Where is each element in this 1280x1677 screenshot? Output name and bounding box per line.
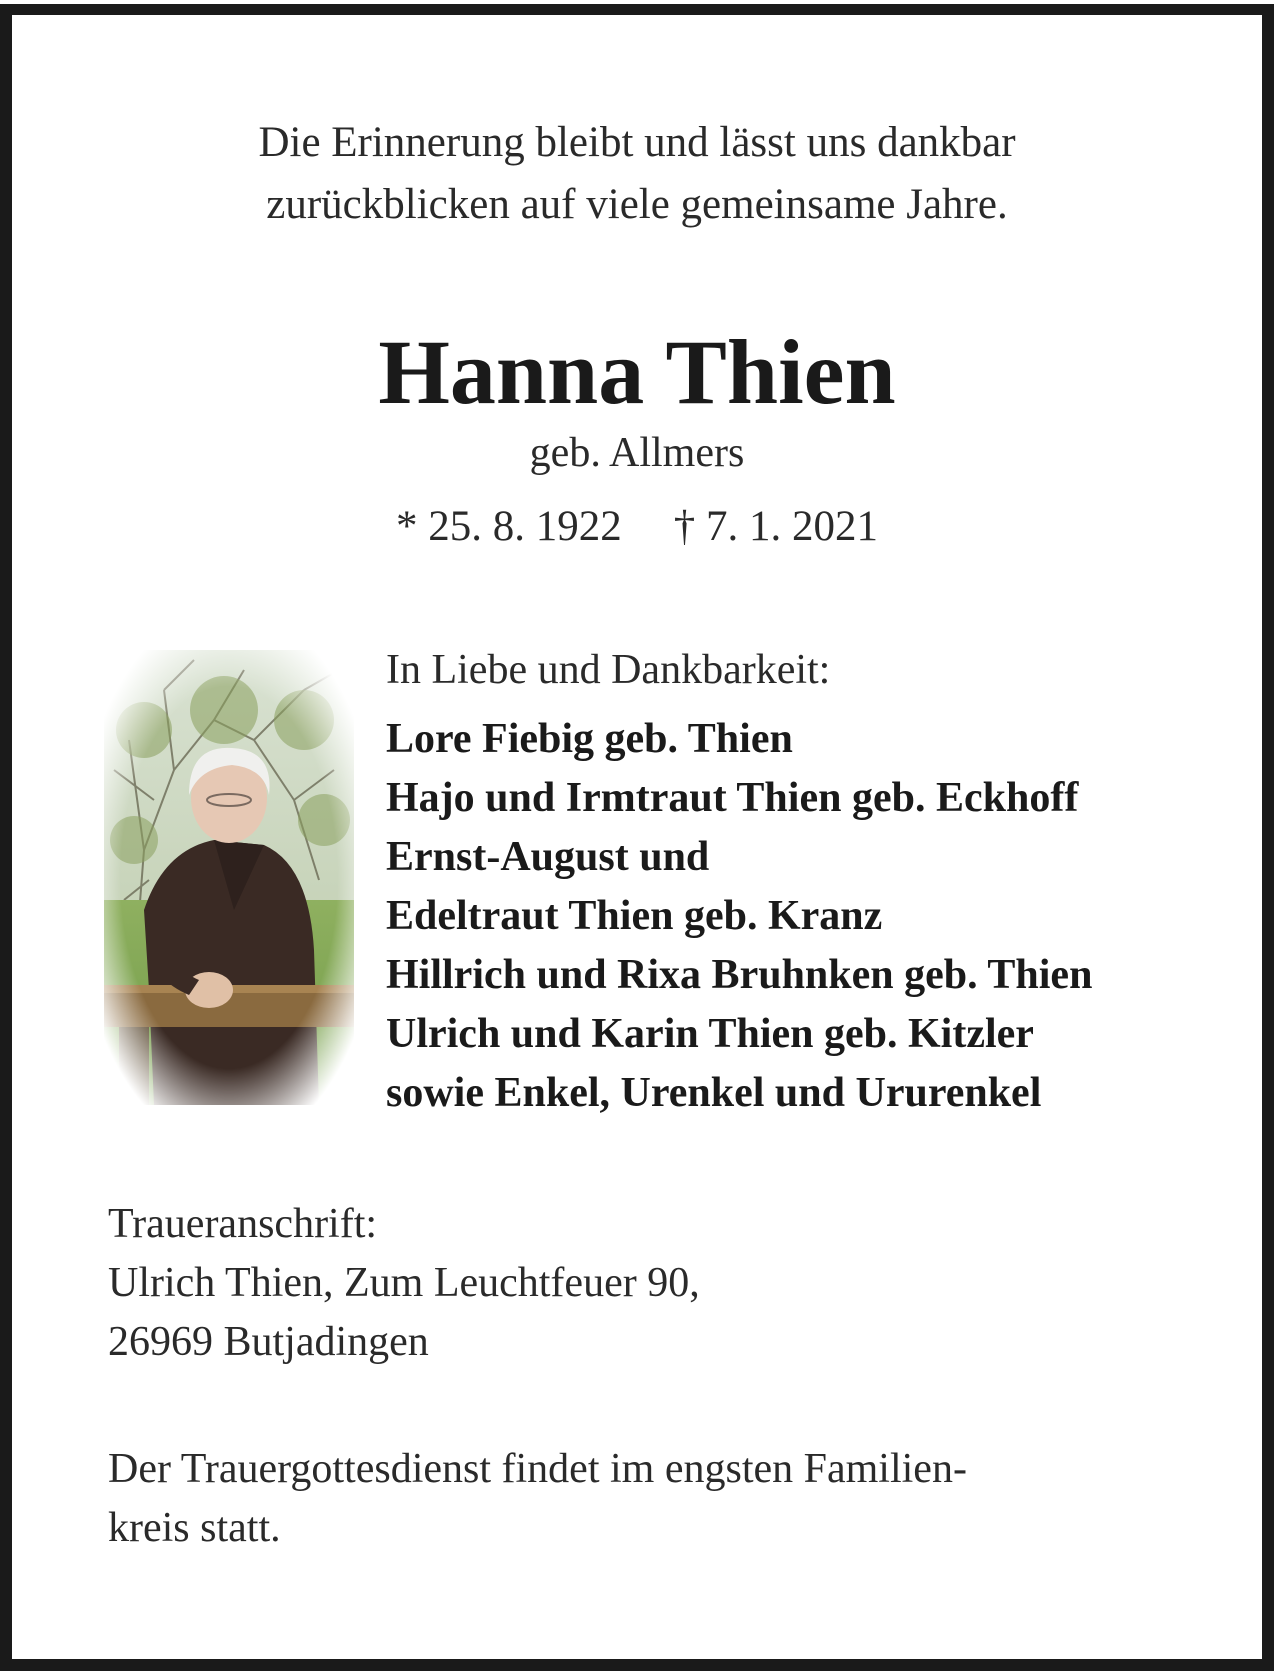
- service-note: [108, 1440, 967, 1558]
- motto-line: Die Erinnerung bleibt und lässt uns dankbar: [258, 119, 1016, 166]
- motto-line: zurückblicken auf viele gemeinsame Jahre.: [266, 181, 1008, 228]
- family-member: Ulrich und Karin Thien geb. Kitzler: [386, 1011, 1034, 1057]
- motto: [0, 112, 1274, 236]
- family-member: Hajo und Irmtraut Thien geb. Eckhoff: [386, 775, 1079, 821]
- deceased-name: Hanna Thien: [378, 321, 896, 423]
- service-line: kreis statt.: [108, 1505, 281, 1551]
- family-member: Edeltraut Thien geb. Kranz: [386, 893, 883, 939]
- death-date: † 7. 1. 2021: [673, 503, 878, 550]
- family-intro: In Liebe und Dankbarkeit:: [386, 647, 831, 693]
- address-line: Ulrich Thien, Zum Leuchtfeuer 90,: [108, 1260, 700, 1306]
- life-dates: [0, 500, 1274, 554]
- family-member: Ernst-August und: [386, 834, 710, 880]
- birth-name: geb. Allmers: [529, 430, 745, 476]
- family-member: Hillrich und Rixa Bruhnken geb. Thien: [386, 952, 1093, 998]
- mourning-address: [108, 1195, 700, 1372]
- service-line: Der Trauergottesdienst findet im engsten Familien-: [108, 1446, 967, 1492]
- birth-date: * 25. 8. 1922: [396, 503, 622, 550]
- family-list: [386, 710, 1092, 1123]
- portrait-photo: [104, 650, 354, 1105]
- address-label: Traueranschrift:: [108, 1201, 378, 1247]
- family-member: Lore Fiebig geb. Thien: [386, 716, 793, 762]
- family-member: sowie Enkel, Urenkel und Ururenkel: [386, 1070, 1042, 1116]
- address-line: 26969 Butjadingen: [108, 1319, 429, 1365]
